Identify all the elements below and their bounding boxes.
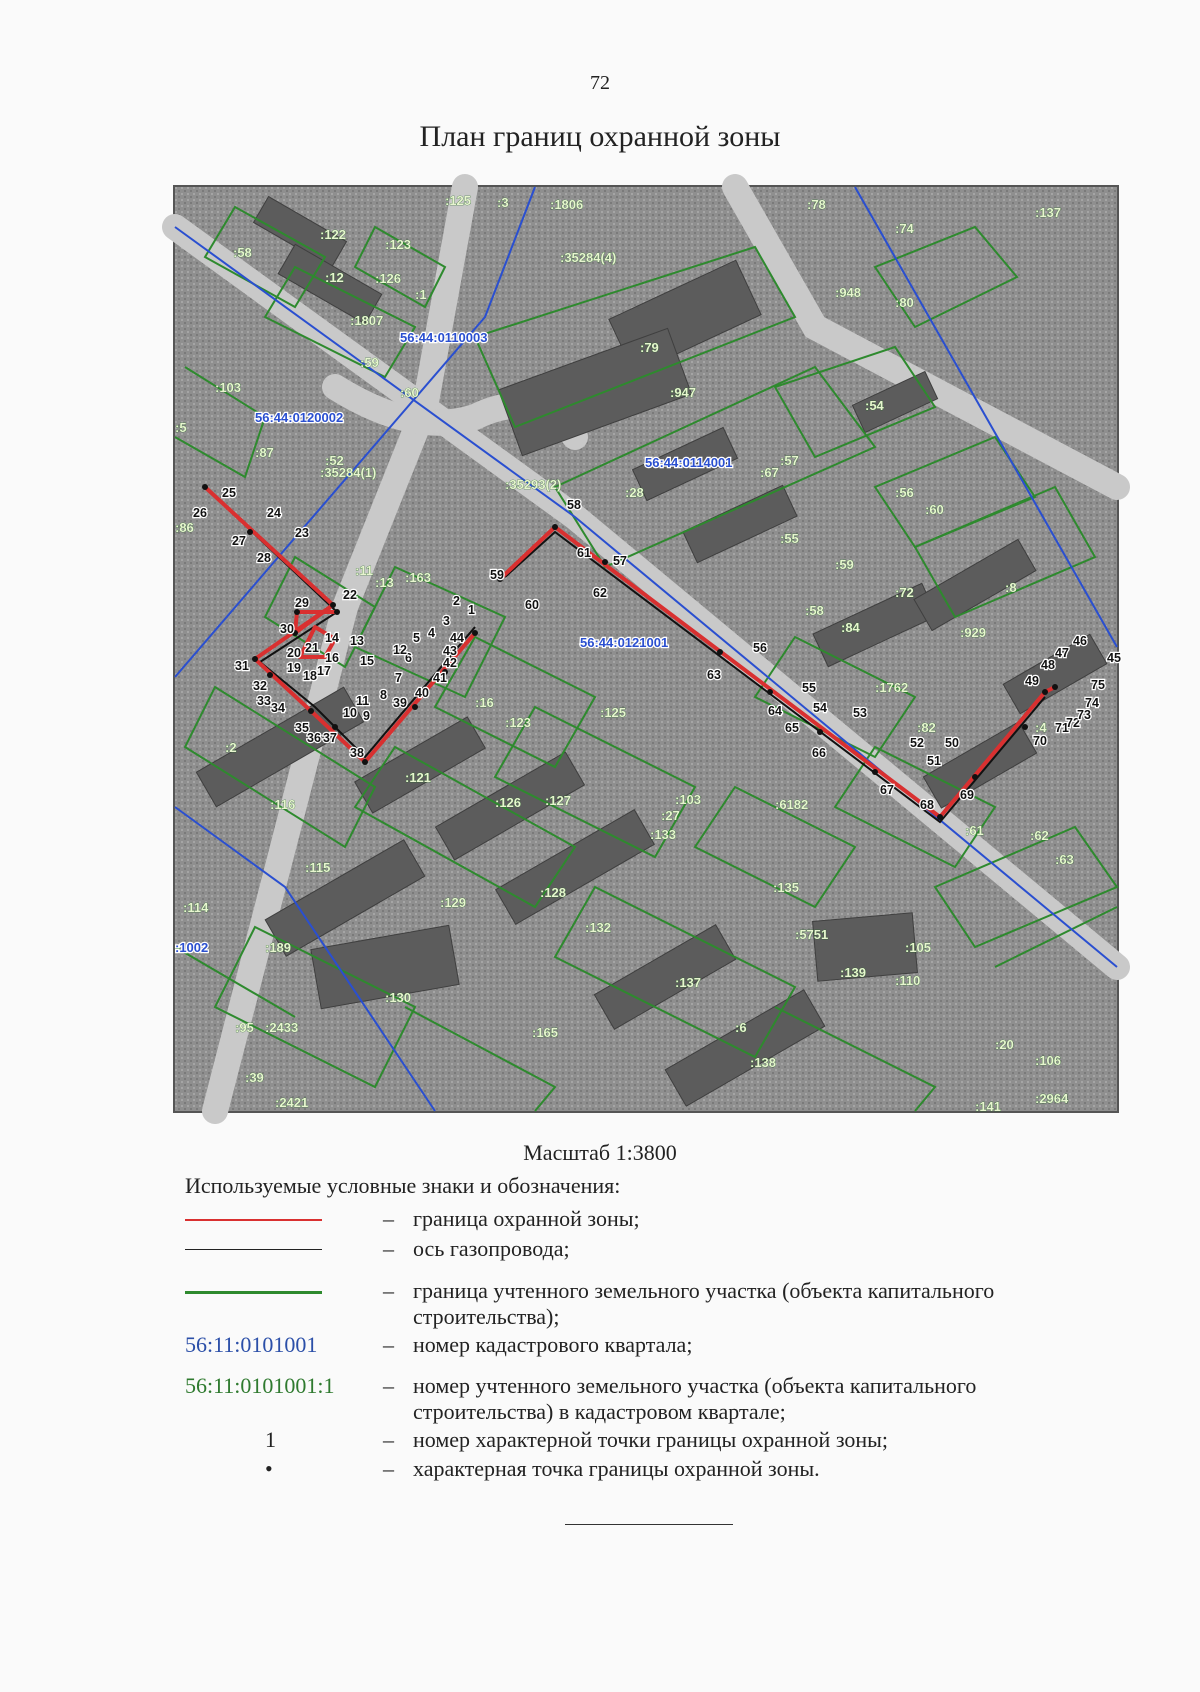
boundary-vertex	[552, 524, 558, 530]
point-number-label: 63	[707, 668, 721, 682]
parcel-number-label: :163	[405, 570, 432, 585]
parcel-number-label: :128	[540, 885, 567, 900]
point-number-label: 54	[813, 701, 827, 715]
point-number-label: 43	[443, 644, 457, 658]
point-number-label: 70	[1033, 734, 1047, 748]
page-title: План границ охранной зоны	[419, 120, 781, 153]
boundary-vertex	[252, 656, 258, 662]
parcel-number-label: :2964	[1035, 1091, 1069, 1106]
boundary-vertex	[937, 814, 943, 820]
quarter-number-label: 56:44:0120002	[255, 410, 344, 425]
legend-desc: граница учтенного земельного участка (объекта капитального строительства);	[413, 1278, 995, 1329]
parcel-number-label: :133	[650, 827, 677, 842]
parcel-number-label: :82	[917, 720, 936, 735]
parcel-number-label: :39	[245, 1070, 264, 1085]
point-number-label: 57	[613, 554, 627, 568]
parcel-number-label: :16	[475, 695, 494, 710]
parcel-number-label: :126	[375, 271, 402, 286]
point-number-label: 47	[1055, 646, 1069, 660]
parcel-number-label: :929	[960, 625, 987, 640]
parcel-number-label: :110	[895, 973, 921, 988]
legend-point-number-symbol: 1	[265, 1427, 276, 1452]
parcel-number-label: :59	[360, 355, 379, 370]
legend-dash: –	[383, 1206, 394, 1231]
legend-parcel-code: 56:11:0101001:1	[185, 1373, 335, 1398]
point-number-label: 39	[393, 696, 407, 710]
legend-dash: –	[383, 1456, 394, 1481]
point-number-label: 37	[323, 731, 337, 745]
parcel-number-label: :72	[895, 585, 914, 600]
point-number-label: 5	[413, 631, 420, 645]
parcel-number-label: :59	[835, 557, 854, 572]
parcel-number-label: :948	[835, 285, 862, 300]
boundary-vertex	[330, 602, 336, 608]
legend-black-line-symbol	[185, 1249, 322, 1250]
parcel-number-label: :103	[675, 792, 702, 807]
parcel-number-label: :1806	[550, 197, 584, 212]
parcel-number-label: :165	[532, 1025, 559, 1040]
parcel-number-label: :3	[497, 195, 509, 210]
legend-quarter-code: 56:11:0101001	[185, 1332, 318, 1357]
point-number-label: 45	[1107, 651, 1121, 665]
parcel-number-label: :115	[305, 860, 331, 875]
parcel-number-label: :1762	[875, 680, 909, 695]
parcel-number-label: :1	[415, 287, 427, 302]
point-number-label: 73	[1077, 708, 1091, 722]
point-number-label: 28	[257, 551, 271, 565]
parcel-number-label: :63	[1055, 852, 1074, 867]
legend-desc: характерная точка границы охранной зоны.	[413, 1456, 820, 1481]
point-number-label: 48	[1041, 658, 1055, 672]
boundary-vertex	[247, 529, 253, 535]
parcel-number-label: :11	[355, 563, 374, 578]
parcel-number-label: :123	[385, 237, 412, 252]
parcel-number-label: :55	[780, 531, 799, 546]
parcel-number-label: :2433	[265, 1020, 299, 1035]
point-number-label: 42	[443, 656, 457, 670]
parcel-number-label: :95	[235, 1020, 254, 1035]
parcel-number-label: :28	[625, 485, 644, 500]
parcel-number-label: :35293(2)	[505, 477, 562, 492]
legend-dash: –	[383, 1373, 394, 1398]
legend-desc: номер кадастрового квартала;	[413, 1332, 693, 1357]
boundary-vertex	[872, 769, 878, 775]
page-number: 72	[590, 72, 610, 94]
boundary-vertex	[202, 484, 208, 490]
parcel-number-label: :125	[600, 705, 627, 720]
parcel-number-label: :135	[773, 880, 800, 895]
point-number-label: 53	[853, 706, 867, 720]
point-number-label: 58	[567, 498, 581, 512]
parcel-number-label: :27	[661, 808, 680, 823]
parcel-number-label: :1807	[350, 313, 384, 328]
parcel-number-label: :106	[1035, 1053, 1062, 1068]
point-number-label: 20	[287, 646, 301, 660]
parcel-number-label: :74	[895, 221, 914, 236]
boundary-vertex	[767, 689, 773, 695]
boundary-vertex	[412, 704, 418, 710]
parcel-number-label: :56	[895, 485, 914, 500]
legend-desc: ось газопровода;	[413, 1236, 570, 1261]
legend-desc: номер учтенного земельного участка (объекта капитального строительства) в кадастровом квартале;	[413, 1373, 977, 1424]
point-number-label: 3	[443, 614, 450, 628]
boundary-vertex	[332, 724, 338, 730]
parcel-number-label: :130	[385, 990, 412, 1005]
parcel-number-label: :80	[895, 295, 914, 310]
legend-intro: Используемые условные знаки и обозначения:	[185, 1173, 621, 1198]
point-number-label: 22	[343, 588, 357, 602]
parcel-number-label: :20	[995, 1037, 1014, 1052]
point-number-label: 56	[753, 641, 767, 655]
point-number-label: 33	[257, 694, 271, 708]
parcel-number-label: :6	[735, 1020, 747, 1035]
point-number-label: 12	[393, 643, 407, 657]
point-number-label: 59	[490, 568, 504, 582]
point-number-label: 35	[295, 721, 309, 735]
point-number-label: 14	[325, 631, 339, 645]
legend-desc: номер характерной точки границы охранной зоны;	[413, 1427, 889, 1452]
point-number-label: 65	[785, 721, 799, 735]
point-number-label: 51	[927, 754, 941, 768]
parcel-number-label: :60	[400, 385, 419, 400]
footer-rule	[565, 1524, 733, 1525]
point-number-label: 60	[525, 598, 539, 612]
parcel-number-label: :947	[670, 385, 697, 400]
point-number-label: 23	[295, 526, 309, 540]
parcel-number-label: :84	[841, 620, 860, 635]
point-number-label: 66	[812, 746, 826, 760]
parcel-number-label: :5751	[795, 927, 829, 942]
parcel-number-label: :137	[675, 975, 702, 990]
boundary-vertex	[1042, 689, 1048, 695]
parcel-number-label: :123	[505, 715, 532, 730]
point-number-label: 72	[1066, 716, 1080, 730]
legend-green-line-symbol	[185, 1291, 322, 1294]
parcel-number-label: :139	[840, 965, 867, 980]
point-number-label: 8	[380, 688, 387, 702]
quarter-number-label: 56:44:0121001	[580, 635, 669, 650]
legend-dash: –	[383, 1236, 394, 1261]
boundary-vertex	[817, 729, 823, 735]
parcel-number-label: :58	[233, 245, 252, 260]
quarter-number-label: 56:44:0110003	[400, 330, 488, 345]
parcel-number-label: :62	[1030, 828, 1049, 843]
boundary-vertex	[1022, 724, 1028, 730]
parcel-number-label: :87	[255, 445, 274, 460]
point-number-label: 16	[325, 651, 339, 665]
point-number-label: 61	[577, 546, 591, 560]
point-number-label: 41	[433, 671, 447, 685]
point-number-label: 67	[880, 783, 894, 797]
point-number-label: 50	[945, 736, 959, 750]
point-number-label: 19	[287, 661, 301, 675]
parcel-number-label: :60	[925, 502, 944, 517]
parcel-number-label: :35284(4)	[560, 250, 617, 265]
parcel-number-label: :137	[1035, 205, 1062, 220]
parcel-number-label: :61	[965, 823, 984, 838]
point-number-label: 52	[910, 736, 924, 750]
point-number-label: 74	[1085, 696, 1099, 710]
point-number-label: 13	[350, 634, 364, 648]
point-number-label: 2	[453, 594, 460, 608]
parcel-number-label: :122	[320, 227, 347, 242]
point-number-label: 15	[360, 654, 374, 668]
point-number-label: 10	[343, 706, 357, 720]
parcel-number-label: :35284(1)	[320, 465, 377, 480]
parcel-number-label: :129	[440, 895, 467, 910]
point-number-label: 69	[960, 788, 974, 802]
quarter-number-label: 56:44:0114001	[645, 455, 733, 470]
point-number-label: 31	[235, 659, 249, 673]
point-number-label: 55	[802, 681, 816, 695]
cadastral-map	[173, 185, 1119, 1113]
point-number-label: 75	[1091, 678, 1105, 692]
parcel-number-label: :116	[270, 797, 296, 812]
parcel-number-label: :6182	[775, 797, 809, 812]
point-number-label: 29	[295, 596, 309, 610]
parcel-number-label: :126	[495, 795, 522, 810]
parcel-number-label: :103	[215, 380, 242, 395]
parcel-number-label: :54	[865, 398, 884, 413]
boundary-vertex	[472, 630, 478, 636]
point-number-label: 4	[428, 626, 435, 640]
point-number-label: 44	[450, 631, 464, 645]
boundary-vertex	[602, 559, 608, 565]
parcel-number-label: :4	[1035, 720, 1047, 735]
parcel-number-label: :86	[175, 520, 194, 535]
parcel-number-label: :79	[640, 340, 659, 355]
legend-dash: –	[383, 1427, 394, 1452]
boundary-vertex	[334, 609, 340, 615]
parcel-number-label: :8	[1005, 580, 1017, 595]
point-number-label: 34	[271, 701, 285, 715]
parcel-number-label: :132	[585, 920, 612, 935]
legend-dash: –	[383, 1278, 394, 1303]
legend-dash: –	[383, 1332, 394, 1357]
point-number-label: 46	[1073, 634, 1087, 648]
boundary-vertex	[1052, 684, 1058, 690]
parcel-number-label: :2421	[275, 1095, 309, 1110]
parcel-number-label: :57	[780, 453, 799, 468]
parcel-number-label: :138	[750, 1055, 777, 1070]
legend-point-dot-symbol: •	[265, 1456, 273, 1481]
scale-label: Масштаб 1:3800	[523, 1140, 677, 1165]
parcel-number-label: :52	[325, 453, 344, 468]
parcel-number-label: :141	[975, 1099, 1002, 1114]
point-number-label: 26	[193, 506, 207, 520]
point-number-label: 64	[768, 704, 782, 718]
map-canvas	[175, 187, 1121, 1114]
parcel-number-label: :114	[183, 900, 209, 915]
legend-red-line-symbol	[185, 1219, 322, 1221]
point-number-label: 6	[405, 651, 412, 665]
parcel-number-label: :189	[265, 940, 292, 955]
quarter-number-label: :1002	[175, 940, 209, 955]
point-number-label: 36	[307, 731, 321, 745]
parcel-number-label: :121	[405, 770, 432, 785]
boundary-vertex	[267, 672, 273, 678]
point-number-label: 71	[1055, 721, 1069, 735]
point-number-label: 1	[468, 603, 475, 617]
parcel-number-label: :58	[805, 603, 824, 618]
point-number-label: 7	[395, 671, 402, 685]
point-number-label: 49	[1025, 674, 1039, 688]
parcel-number-label: :127	[545, 793, 572, 808]
point-number-label: 25	[222, 486, 236, 500]
parcel-number-label: :105	[905, 940, 932, 955]
parcel-number-label: :12	[325, 270, 344, 285]
parcel-number-label: :5	[175, 420, 187, 435]
point-number-label: 18	[303, 669, 317, 683]
point-number-label: 11	[356, 694, 370, 708]
parcel-number-label: :78	[807, 197, 826, 212]
point-number-label: 30	[280, 622, 294, 636]
point-number-label: 27	[232, 534, 246, 548]
boundary-vertex	[308, 708, 314, 714]
point-number-label: 21	[305, 641, 319, 655]
boundary-vertex	[717, 649, 723, 655]
parcel-number-label: :125	[445, 193, 472, 208]
point-number-label: 32	[253, 679, 267, 693]
point-number-label: 17	[317, 664, 331, 678]
parcel-number-label: :67	[760, 465, 779, 480]
parcel-number-label: :13	[375, 575, 394, 590]
parcel-number-label: :2	[225, 740, 237, 755]
boundary-vertex	[972, 774, 978, 780]
point-number-label: 38	[350, 746, 364, 760]
legend-desc: граница охранной зоны;	[413, 1206, 640, 1231]
point-number-label: 24	[267, 506, 281, 520]
point-number-label: 9	[363, 709, 370, 723]
point-number-label: 40	[415, 686, 429, 700]
point-number-label: 68	[920, 798, 934, 812]
point-number-label: 62	[593, 586, 607, 600]
